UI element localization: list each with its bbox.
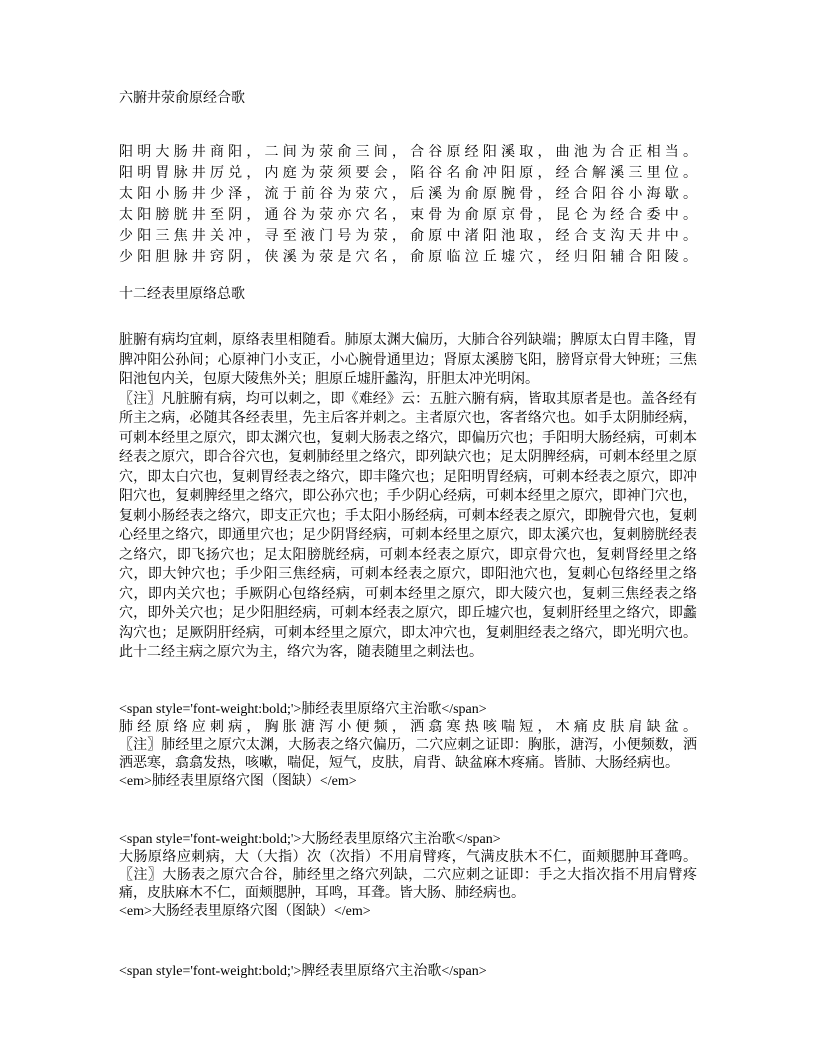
lung-figure-tag-text: <em>肺经表里原络穴图（图缺）</em> <box>119 773 357 789</box>
poem-line: 少阳胆脉井窍阴，侠溪为荥是穴名，俞原临泣丘墟穴，经归阳辅合阳陵。 <box>119 250 697 265</box>
large-intestine-title-tag-text: <span style='font-weight:bold;'>大肠经表里原络穴主治歌</span> <box>119 831 501 847</box>
section-title-six-fu: 六腑井荥俞原经合歌 <box>119 91 245 106</box>
twelve-summary-verse: 脏腑有病均宜刺，原络表里相随看。肺原太渊大偏历，大肺合谷列缺端；脾原太白胃丰隆，胃脾冲阳公孙间；心原神门小支正，小心腕骨通里边；肾原太溪膀飞阳，膀肾京骨大钟班；三焦阳池包内关，包原大陵焦外关；胆原丘墟肝蠡沟，肝胆太冲光明闲。 <box>119 333 697 387</box>
lung-annotation: 〖注〗肺经里之原穴太渊，大肠表之络穴偏历，二穴应刺之证即：胸胀，溏泻，小便频数，洒洒恶寒，翕翕发热，咳嗽，喘促，短气，皮肤，肩背、缺盆麻木疼痛。皆肺、大肠经病也。 <box>119 737 697 771</box>
large-intestine-figure-tag-text: <em>大肠经表里原络穴图（图缺）</em> <box>119 903 371 919</box>
poem-line: 阳明胃脉井厉兑，内庭为荥须要会，陷谷名俞冲阳原，经合解溪三里位。 <box>119 166 697 181</box>
twelve-annotation: 〖注〗凡脏腑有病，均可以刺之，即《难经》云：五脏六腑有病，皆取其原者是也。盖各经有所主之病，必随其各经表里，先主后客并刺之。主者原穴也，客者络穴也。如手太阴肺经病，可刺本经里之原穴，即太渊穴也，复刺大肠表之络穴，即偏历穴也；手阳明大肠经病，可刺本经表之原穴，即合谷穴也，复刺肺经里之络穴，即列缺穴也；足太阴脾经病，可刺本经里之原穴，即太白穴也，复刺胃经表之络穴，即丰隆穴也；足阳明胃经病，可刺本经表之原穴，即冲阳穴也，复刺脾经里之络穴，即公孙穴也；手少阴心经病，可刺本经里之原穴，即神门穴也，复刺小肠经表之络穴，即支正穴也；手太阳小肠经病，可刺本经表之原穴，即腕骨穴也，复刺心经里之络穴，即通里穴也；足少阴肾经病，可刺本经里之原穴，即太溪穴也，复刺膀胱经表之络穴，即飞扬穴也；足太阳膀胱经病，可刺本经表之原穴，即京骨穴也，复刺肾经里之络穴，即大钟穴也；手少阳三焦经病，可刺本经表之原穴，即阳池穴也，复刺心包络经里之络穴，即内关穴也；手厥阴心包络经病，可刺本经里之原穴，即大陵穴也，复刺三焦经表之络穴，即外关穴也；足少阳胆经病，可刺本经表之原穴，即丘墟穴也，复刺肝经里之络穴，即蠡沟穴也；足厥阴肝经病，可刺本经里之原穴，即太冲穴也，复刺胆经表之络穴，即光明穴也。此十二经主病之原穴为主，络穴为客，随表随里之刺法也。 <box>119 391 697 660</box>
section-title-twelve-meridians: 十二经表里原络总歌 <box>119 287 245 302</box>
large-intestine-verse: 大肠原络应刺病，大（大指）次（次指）不用肩臂疼，气满皮肤木不仁，面颊腮肿耳聋鸣。 <box>119 849 697 865</box>
large-intestine-annotation: 〖注〗大肠表之原穴合谷，肺经里之络穴列缺，二穴应刺之证即：手之大指次指不用肩臂疼痛，皮肤麻木不仁，面颊腮肿，耳鸣，耳聋。皆大肠、肺经病也。 <box>119 867 697 901</box>
poem-line: 太阳膀胱井至阴，通谷为荥亦穴名，束骨为俞原京骨，昆仑为经合委中。 <box>119 208 697 223</box>
poem-line: 太阳小肠井少泽，流于前谷为荥穴，后溪为俞原腕骨，经合阳谷小海歇。 <box>119 187 697 202</box>
twelve-meridians-body <box>119 331 697 663</box>
spleen-title-tag-text: <span style='font-weight:bold;'>脾经表里原络穴主治歌</span> <box>119 963 487 979</box>
poem-line: 少阳三焦井关冲，寻至液门号为荥，俞原中渚阳池取，经合支沟天井中。 <box>119 229 697 244</box>
text-column <box>119 88 697 981</box>
spleen-meridian-section <box>119 963 697 981</box>
six-fu-poem <box>119 142 697 268</box>
lung-title-tag-text: <span style='font-weight:bold;'>肺经表里原络穴主治歌</span> <box>119 701 487 717</box>
large-intestine-meridian-section <box>119 831 697 921</box>
poem-line: 阳明大肠井商阳，二间为荥俞三间，合谷原经阳溪取，曲池为合正相当。 <box>119 145 697 160</box>
lung-meridian-section <box>119 701 697 791</box>
lung-verse: 肺经原络应刺病，胸胀溏泻小便频，洒翕寒热咳喘短，木痛皮肤肩缺盆。 <box>119 719 697 735</box>
